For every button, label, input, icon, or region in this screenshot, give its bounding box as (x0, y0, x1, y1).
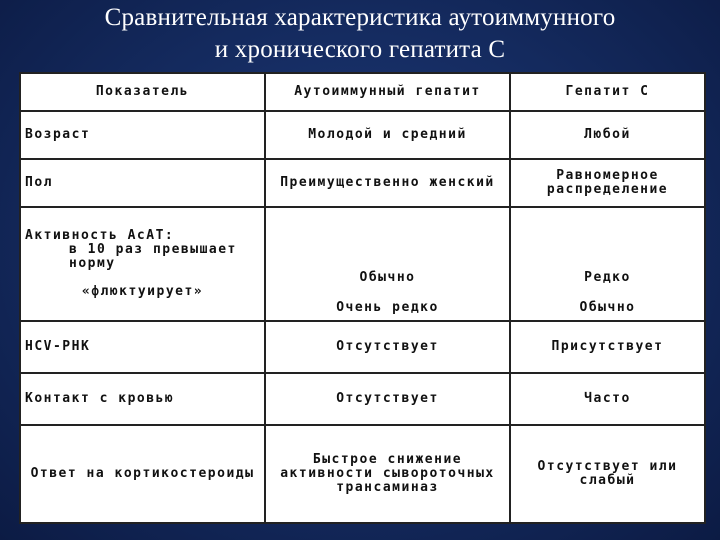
ast-fluctuates-label: «флюктуирует» (81, 284, 204, 299)
cell-autoimmune (265, 207, 510, 321)
cell-indicator (20, 207, 265, 321)
cell-indicator: Ответ на кортикостероиды (20, 425, 265, 523)
cell-indicator: Контакт с кровью (20, 373, 265, 425)
ast-activity-subtext: в 10 раз превышает норму (69, 242, 237, 271)
cell-hepatitis-c (510, 207, 705, 321)
cell-hepatitis-c: Любой (510, 111, 705, 159)
ast-activity-title: Активность АсАТ: (25, 228, 175, 243)
cell-indicator: Пол (20, 159, 265, 207)
table-row (20, 321, 705, 373)
header-hepatitis-c: Гепатит С (510, 73, 705, 111)
cell-autoimmune: Молодой и средний (265, 111, 510, 159)
cell-spacer (515, 213, 700, 271)
cell-indicator: Возраст (20, 111, 265, 159)
ast-autoimmune-value-2: Очень редко (336, 300, 439, 315)
ast-autoimmune-value-1: Обычно (359, 270, 416, 285)
table-row (20, 373, 705, 425)
cell-spacer (270, 213, 505, 271)
ast-hepatitis-c-value-1: Редко (584, 270, 631, 285)
table-row (20, 159, 705, 207)
comparison-table-container (19, 72, 704, 524)
cell-hepatitis-c: Отсутствует или слабый (510, 425, 705, 523)
title-line-2: и хронического гепатита С (214, 36, 506, 63)
comparison-table (19, 72, 706, 524)
cell-indicator: HCV-РНК (20, 321, 265, 373)
slide-title (0, 2, 720, 66)
cell-autoimmune: Быстрое снижение активности сывороточных трансаминаз (265, 425, 510, 523)
cell-autoimmune: Отсутствует (265, 321, 510, 373)
ast-hepatitis-c-value-2: Обычно (579, 300, 636, 315)
cell-autoimmune: Отсутствует (265, 373, 510, 425)
table-row (20, 111, 705, 159)
cell-gap (270, 285, 505, 301)
table-row (20, 425, 705, 523)
table-row (20, 207, 705, 321)
header-indicator: Показатель (20, 73, 265, 111)
table-header-row (20, 73, 705, 111)
cell-gap (515, 285, 700, 301)
cell-hepatitis-c: Присутствует (510, 321, 705, 373)
cell-autoimmune: Преимущественно женский (265, 159, 510, 207)
title-line-1: Сравнительная характеристика аутоиммунного (104, 4, 616, 31)
header-autoimmune: Аутоиммунный гепатит (265, 73, 510, 111)
cell-hepatitis-c: Равномерное распределение (510, 159, 705, 207)
cell-hepatitis-c: Часто (510, 373, 705, 425)
